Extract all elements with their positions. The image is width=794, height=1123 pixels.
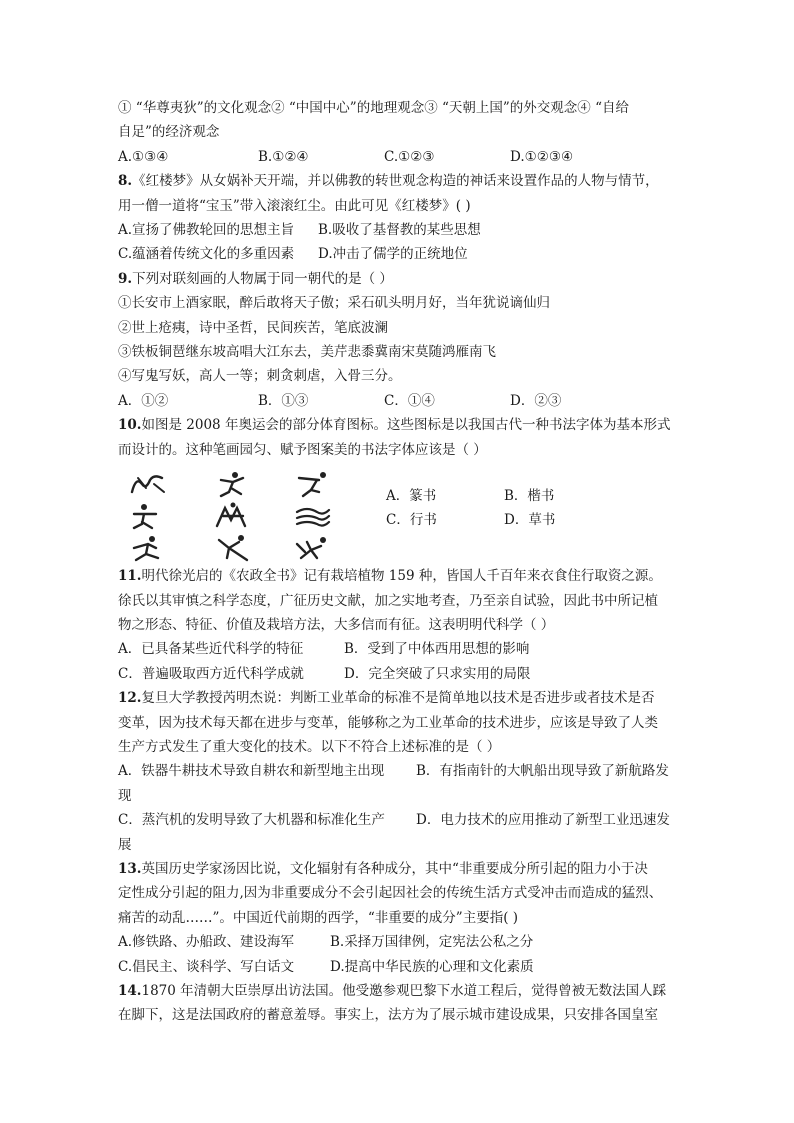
q8-options-row2 [118, 242, 684, 266]
q13-stem-line3: 痛苦的动乱……”。中国近代前期的西学，“非重要的成分”主要指( ) [118, 909, 519, 926]
q11-stem-text1: 明代徐光启的《农政全书》记有栽培植物 159 种，皆国人千百年来衣食住行取资之源。 [141, 568, 662, 585]
q7-options [118, 145, 684, 169]
q8-stem-line1 [118, 169, 684, 193]
q11-option-c: C．普遍吸取西方近代科学成就 [118, 665, 304, 682]
q12-options-row1 [118, 759, 684, 783]
q11-number: 11. [118, 568, 142, 585]
q10-option-a: A．篆书 [386, 488, 437, 505]
q9-stem [118, 267, 684, 291]
q12-option-b-wrap: 现 [118, 787, 132, 804]
q8-option-a: A.宣扬了佛教轮回的思想主旨 [118, 222, 295, 239]
q9-options [118, 389, 684, 413]
sport-pictogram-icon [213, 502, 253, 530]
q13-options-row1 [118, 930, 684, 954]
q13-option-b: B.采择万国律例，定宪法公私之分 [330, 934, 534, 951]
q12-option-a: A．铁器牛耕技术导致自耕农和新型地主出现 [118, 763, 385, 780]
q13-stem-line2: 定性成分引起的阻力,因为非重要成分不会引起因社会的传统生活方式受冲击而造成的猛烈、 [118, 885, 663, 902]
sport-pictogram-icon [128, 534, 168, 562]
q7-option-a: A.①③④ [118, 148, 169, 165]
q12-option-d-wrap: 展 [118, 836, 132, 853]
q8-option-c: C.蕴涵着传统文化的多重因素 [118, 246, 295, 263]
q10-option-d: D．草书 [504, 512, 556, 529]
q8-options-row1 [118, 218, 684, 242]
q9-option-a: A．①② [118, 392, 169, 409]
exam-page [118, 96, 684, 1028]
q12-stem-line2: 变革，因为技术每天都在进步与变革，能够称之为工业革命的技术进步，应该是导致了人类 [118, 714, 658, 731]
sport-pictogram-icon [128, 470, 168, 498]
q12-stem-line1 [118, 686, 684, 710]
q10-option-b: B．楷书 [504, 488, 555, 505]
q9-stem-text: 下列对联刻画的人物属于同一朝代的是（ ） [132, 270, 393, 287]
q12-option-b: B．有指南针的大帆船出现导致了新航路发 [416, 763, 669, 780]
q13-option-a: A.修铁路、办船政、建设海军 [118, 934, 295, 951]
q9-item-4: ④写鬼写妖，高人一等；刺贪刺虐，入骨三分。 [118, 368, 402, 385]
q9-number: 9. [118, 270, 133, 287]
q13-number: 13. [118, 860, 142, 877]
q11-option-b: B．受到了中体西用思想的影响 [344, 641, 530, 658]
q11-option-d: D．完全突破了只求实用的局限 [344, 665, 531, 682]
q9-option-b: B．①③ [258, 392, 309, 409]
q14-stem-line2: 在脚下，这是法国政府的蓄意羞辱。事实上，法方为了展示城市建设成果，只安排各国皇室 [118, 1007, 658, 1024]
q7-option-c: C.①②③ [384, 148, 435, 165]
q10-stem-line2: 而设计的。这种笔画园匀、赋予图案美的书法字体应该是（ ） [118, 441, 487, 458]
q12-option-d: D．电力技术的应用推动了新型工业迅速发 [416, 812, 670, 829]
q10-options [386, 484, 555, 532]
q12-option-c: C．蒸汽机的发明导致了大机器和标准化生产 [118, 812, 385, 829]
olympic-pictograms [118, 466, 368, 562]
q13-stem-line1 [118, 857, 684, 881]
q11-options-row1 [118, 637, 684, 661]
q14-number: 14. [118, 983, 142, 999]
q11-stem-line2: 徐氏以其审慎之科学态度，广征历史文献，加之实地考查，乃至亲自试验，因此书中所记植 [118, 592, 658, 609]
sport-pictogram-icon [213, 534, 253, 562]
q10-stem-text1: 如图是 2008 年奥运会的部分体育图标。这些图标是以我国古代一种书法字体为基本形式 [141, 417, 671, 434]
q12-stem-text1: 复旦大学教授芮明杰说：判断工业革命的标准不是简单地以技术是否进步或者技术是否 [141, 690, 655, 707]
q11-stem-line3: 物之形态、特征、价值及栽培方法，大多信而有征。这表明明代科学（ ） [118, 616, 555, 633]
q7-stem-line1: ① “华尊夷狄”的文化观念② “中国中心”的地理观念③ “天朝上国”的外交观念④ “自给 [118, 100, 629, 116]
q9-item-3: ③铁板铜琶继东坡高唱大江东去，美芹悲黍冀南宋莫随鸿雁南飞 [118, 344, 496, 361]
sport-pictogram-icon [128, 502, 168, 530]
q10-number: 10. [118, 417, 142, 434]
q13-option-d: D.提高中华民族的心理和文化素质 [330, 958, 534, 975]
q7-option-b: B.①②④ [258, 148, 309, 165]
q11-options-row2 [118, 662, 684, 686]
q12-options-row2 [118, 808, 684, 832]
q12-number: 12. [118, 690, 142, 707]
q7-option-d: D.①②③④ [510, 148, 574, 165]
q8-stem-text1: 《红楼梦》从女娲补天开端，并以佛教的转世观念构造的神话来设置作品的人物与情节， [132, 173, 659, 190]
q13-options-row2 [118, 955, 684, 979]
q8-option-b: B.吸收了基督教的某些思想 [318, 222, 481, 239]
q13-stem-text1: 英国历史学家汤因比说，文化辐射有各种成分，其中“非重要成分所引起的阻力小于决 [141, 860, 648, 877]
q7-stem-line2: 自足”的经济观念 [118, 124, 220, 141]
q9-item-2: ②世上疮痍，诗中圣哲，民间疾苦，笔底波澜 [118, 319, 388, 336]
q12-stem-line3: 生产方式发生了重大变化的技术。以下不符合上述标准的是（ ） [118, 738, 501, 755]
q14-stem-text1: 1870 年清朝大臣崇厚出访法国。他受邀参观巴黎下水道工程后，觉得曾被无数法国人踩 [141, 983, 667, 999]
q8-option-d: D.冲击了儒学的正统地位 [318, 246, 468, 263]
q9-item-1: ①长安市上酒家眠，醉后敢将天子傲；采石矶头明月好，当年犹说谪仙归 [118, 295, 550, 312]
q13-option-c: C.倡民主、谈科学、写白话文 [118, 958, 295, 975]
q14-stem-line1 [118, 979, 684, 1003]
sport-pictogram-icon [293, 502, 333, 530]
q9-option-d: D．②③ [510, 392, 562, 409]
sport-pictogram-icon [293, 470, 333, 498]
q11-stem-line1 [118, 564, 684, 588]
q8-number: 8. [118, 173, 133, 190]
q10-stem-line1 [118, 413, 684, 437]
q10-figure-row [118, 466, 684, 562]
q8-stem-line2: 用一僧一道将“宝玉”带入滚滚红尘。由此可见《红楼梦》( ) [118, 197, 471, 214]
sport-pictogram-icon [213, 470, 253, 498]
q11-option-a: A．已具备某些近代科学的特征 [118, 641, 304, 658]
sport-pictogram-icon [293, 534, 333, 562]
q10-option-c: C．行书 [386, 512, 437, 529]
q9-option-c: C．①④ [384, 392, 435, 409]
